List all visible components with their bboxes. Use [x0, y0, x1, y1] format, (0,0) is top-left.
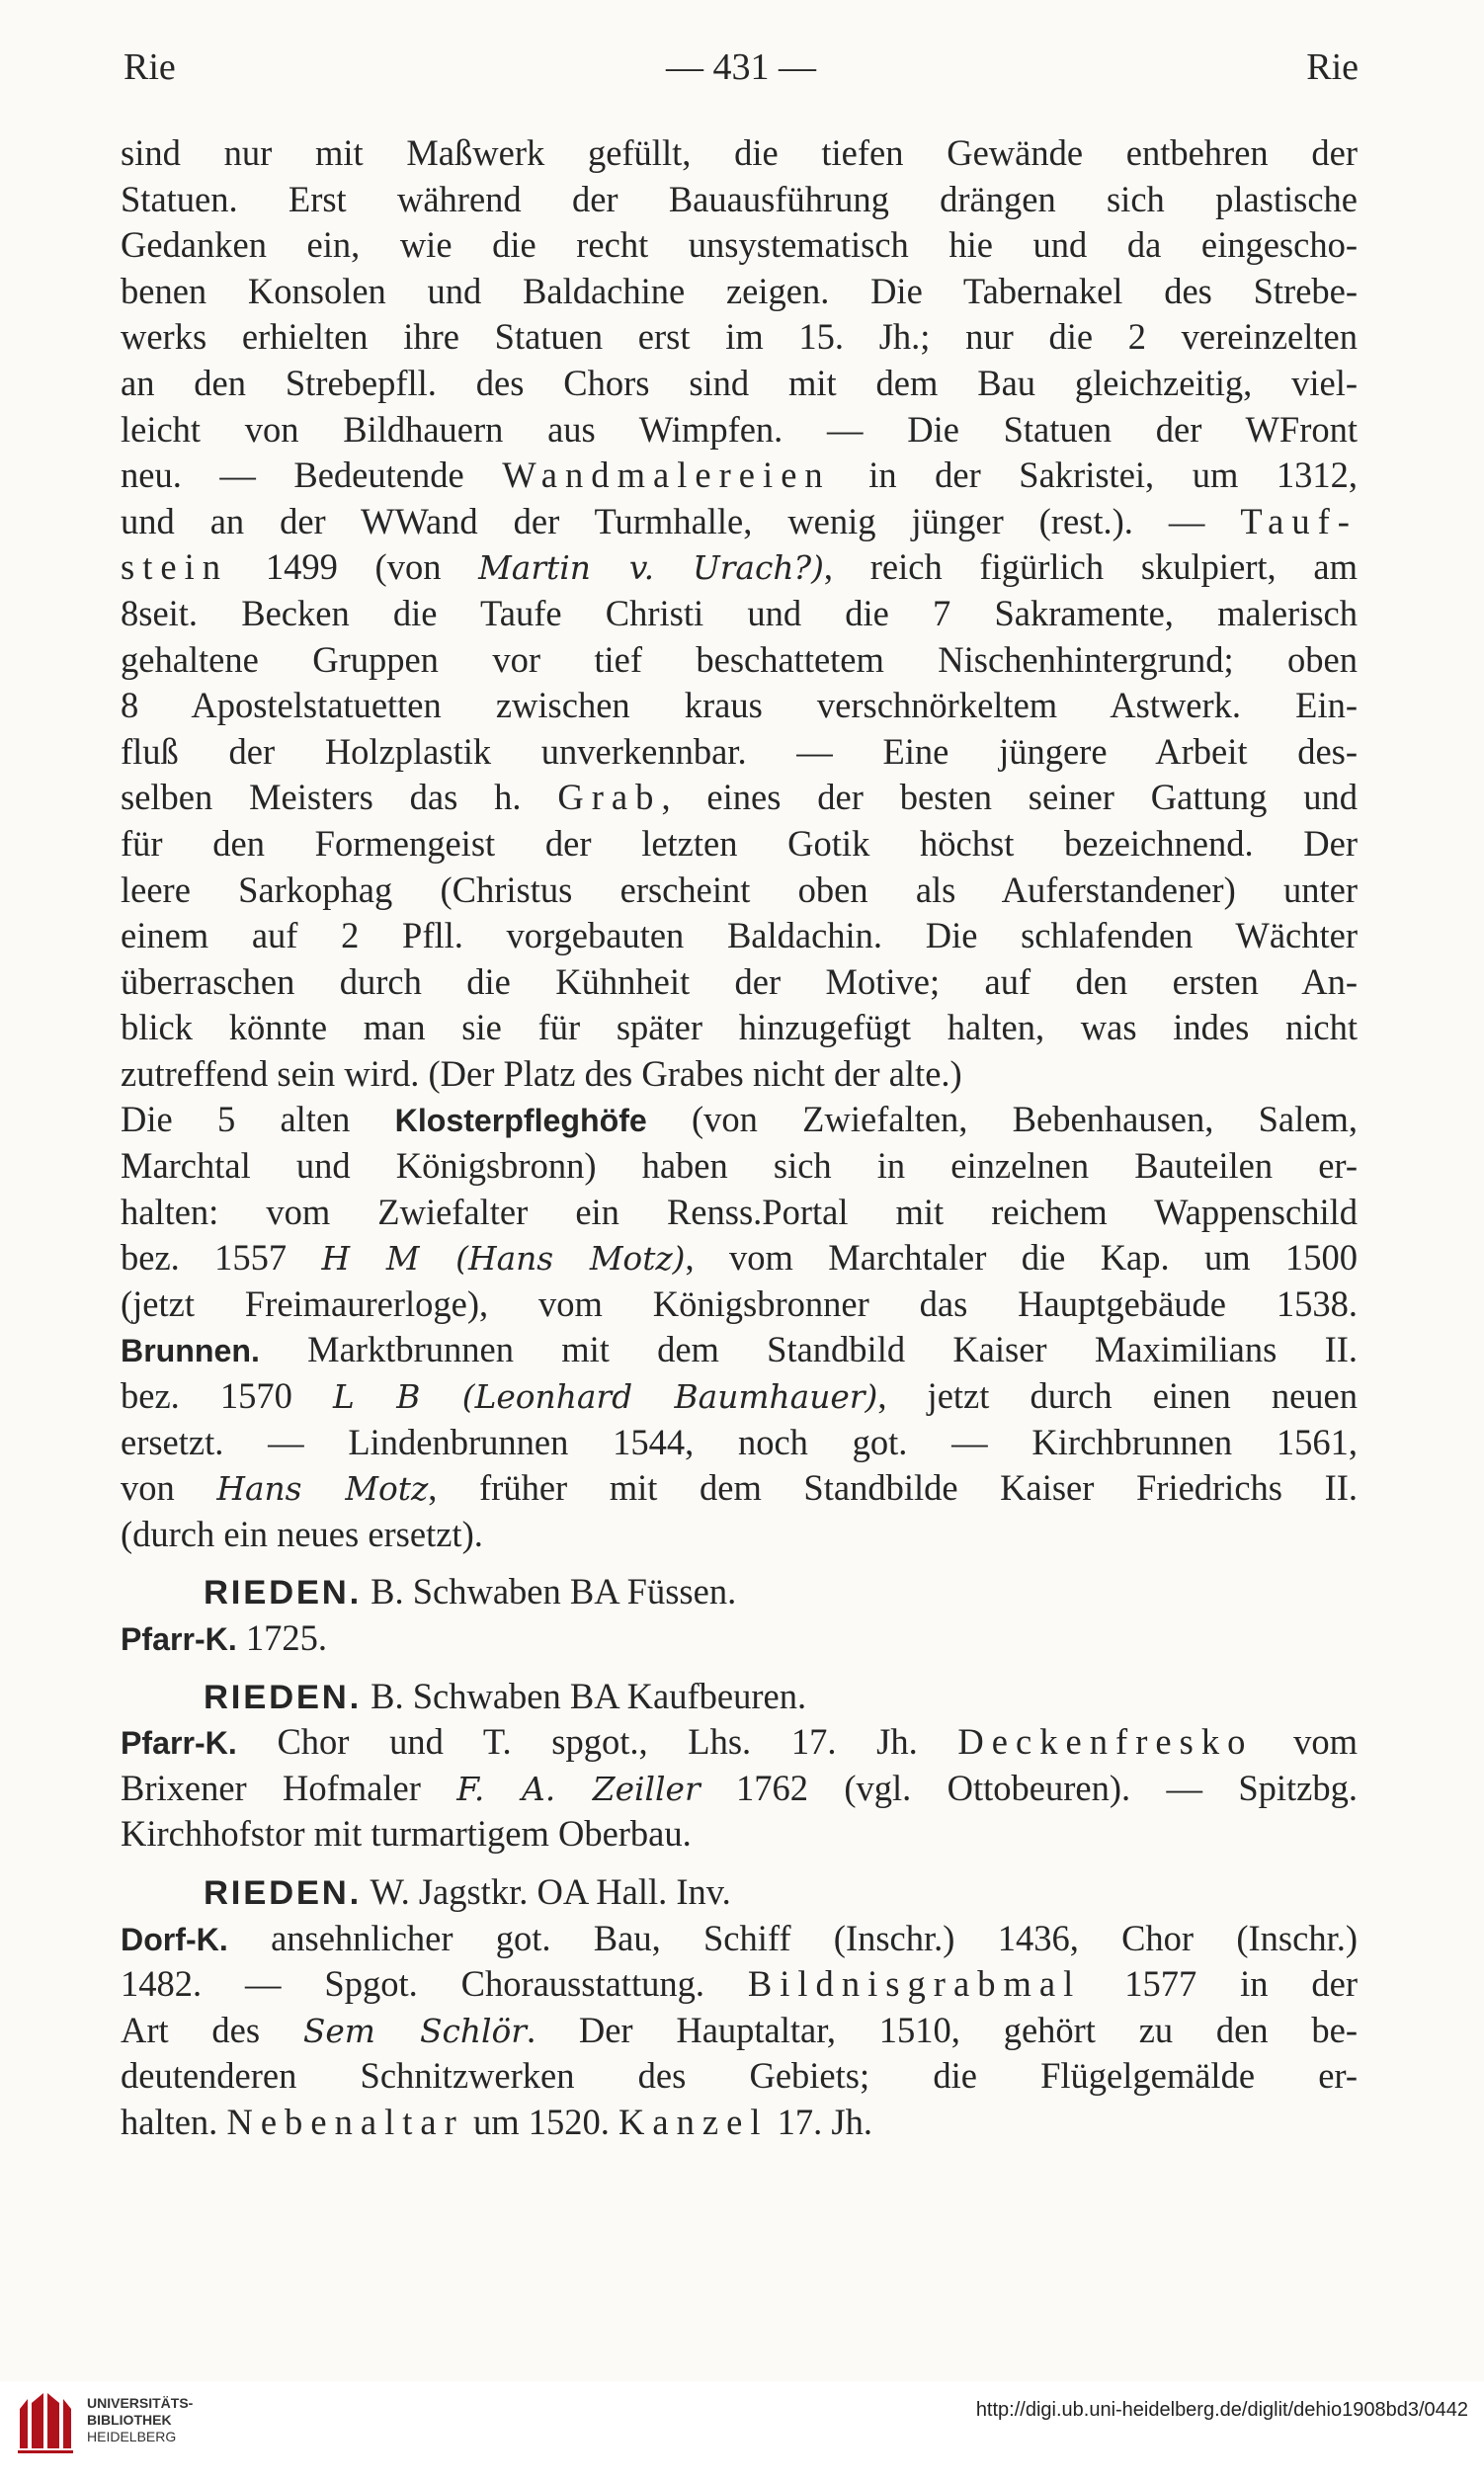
text-run: 1762 (vgl. Ottobeuren). — Spitzbg.: [700, 1767, 1358, 1808]
text-line: Statuen. Erst während der Bauausführung drängen sich plastische: [121, 178, 1358, 219]
text-run: (von Zwiefalten, Bebenhausen, Salem,: [646, 1099, 1358, 1140]
text-line: [121, 1719, 1358, 1766]
place-name: RIEDEN.: [204, 1873, 362, 1912]
text-line: gehaltene Gruppen vor tief beschattetem Nischenhintergrund; oben: [121, 638, 1358, 680]
text-line: Gedanken ein, wie die recht unsystematisch hie und da eingescho-: [121, 224, 1358, 266]
entry-gap: [121, 1557, 1358, 1569]
library-name: [87, 2395, 193, 2445]
text-run: bez. 1557: [121, 1237, 322, 1279]
artist-name: F. A. Zeiller: [456, 1770, 701, 1808]
text-line: überraschen durch die Kühnheit der Motive; auf den ersten An-: [121, 960, 1358, 1002]
text-run: Art des: [121, 2009, 303, 2050]
text-line: [121, 1327, 1358, 1373]
text-line: Kirchhofstor mit turmartigem Oberbau.: [121, 1813, 692, 1855]
text-line: [121, 775, 1358, 821]
spaced-term: Grab: [557, 777, 662, 818]
spaced-term: Nebenaltar: [226, 2101, 464, 2142]
text-line: benen Konsolen und Baldachine zeigen. Die Tabernakel des Strebe-: [121, 270, 1358, 311]
text-line: deutenderen Schnitzwerken des Gebiets; die Flügelgemälde er-: [121, 2055, 1358, 2097]
source-url-link[interactable]: http://digi.ub.uni-heidelberg.de/diglit/dehio1908bd3/0442: [975, 2399, 1468, 2421]
text-run: vom: [1253, 1721, 1358, 1763]
running-head-left: Rie: [124, 46, 176, 88]
text-run: selben Meisters das h.: [121, 777, 558, 818]
text-line: [121, 544, 1358, 591]
text-run: 17. Jh.: [768, 2101, 873, 2142]
text-run: , reich figürlich skulpiert, am: [823, 546, 1358, 588]
text-line: [121, 453, 1358, 499]
place-name: RIEDEN.: [204, 1678, 362, 1716]
text-line: leicht von Bildhauern aus Wimpfen. — Die Statuen der WFront: [121, 408, 1358, 450]
text-line: [121, 1916, 1358, 1962]
text-run: ansehnlicher got. Bau, Schiff (Inschr.) 1436, Chor (Inschr.): [227, 1917, 1358, 1958]
text-run: 1725.: [236, 1617, 328, 1658]
text-run: B. Schwaben BA Füssen.: [362, 1571, 737, 1613]
library-name-line: HEIDELBERG: [87, 2429, 177, 2444]
text-line: einem auf 2 Pfll. vorgebauten Baldachin. Die schlafenden Wächter: [121, 915, 1358, 956]
text-line: halten: vom Zwiefalter ein Renss.Portal mit reichem Wappenschild: [121, 1191, 1358, 1232]
spaced-term: Wandmalereien: [502, 455, 831, 496]
text-run: , früher mit dem Standbilde Kaiser Friedrichs II.: [428, 1467, 1358, 1509]
entry-gap: [121, 1858, 1358, 1869]
text-run: in der Sakristei, um 1312,: [830, 455, 1358, 496]
text-line: werks erhielten ihre Statuen erst im 15. Jh.; nur die 2 vereinzelten: [121, 316, 1358, 358]
spaced-term: Kanzel: [618, 2101, 769, 2142]
text-line: (jetzt Freimaurerloge), vom Königsbronner das Hauptgebäude 1538.: [121, 1282, 1358, 1324]
text-run: 1499 (von: [228, 546, 479, 588]
text-line: fluß der Holzplastik unverkennbar. — Eine jüngere Arbeit des-: [121, 730, 1358, 772]
text-run: W. Jagstkr. OA Hall. Inv.: [362, 1870, 731, 1912]
artist-name: H M (Hans Motz): [321, 1240, 686, 1279]
text-line: [121, 1766, 1358, 1812]
text-run: um 1520.: [463, 2101, 618, 2142]
spaced-term: Tauf-: [1240, 500, 1358, 541]
text-line: [121, 1235, 1358, 1282]
text-run: 1577 in der: [1081, 1963, 1358, 2005]
entry-gap: [121, 1662, 1358, 1674]
spaced-term: Bildnisgrabmal: [747, 1963, 1082, 2005]
entry-heading: [121, 1674, 1358, 1720]
text-run: 1482. — Spgot. Chorausstattung.: [121, 1963, 748, 2005]
text-run: neu. — Bedeutende: [121, 455, 503, 496]
artist-name: Sem Schlör: [302, 2012, 527, 2050]
text-run: von: [121, 1467, 217, 1509]
text-line: an den Strebepfll. des Chors sind mit dem Bau gleichzeitig, viel-: [121, 362, 1358, 403]
text-line: [121, 1373, 1358, 1420]
text-line: blick könnte man sie für später hinzugefügt halten, was indes nicht: [121, 1007, 1358, 1048]
section-heading: Klosterpfleghöfe: [394, 1103, 647, 1139]
text-line: [121, 1465, 1358, 1512]
text-run: bez. 1570: [121, 1375, 333, 1417]
text-line: 8seit. Becken die Taufe Christi und die 7 Sakramente, malerisch: [121, 592, 1358, 633]
text-line: ersetzt. — Lindenbrunnen 1544, noch got. — Kirchbrunnen 1561,: [121, 1421, 1358, 1462]
text-line: [121, 499, 1358, 545]
text-line: zutreffend sein wird. (Der Platz des Grabes nicht der alte.): [121, 1052, 962, 1094]
page-number: — 431 —: [666, 46, 816, 88]
text-line: [121, 1961, 1358, 2008]
text-line: [121, 1615, 1358, 1662]
running-head: [124, 38, 1359, 97]
university-library-logo-icon: [14, 2389, 79, 2454]
entry-heading: [121, 1569, 1358, 1615]
text-line: [121, 2008, 1358, 2054]
text-run: , vom Marchtaler die Kap. um 1500: [685, 1237, 1359, 1279]
artist-name: Martin v. Urach?): [478, 549, 824, 588]
entry-heading: [121, 1869, 1358, 1916]
text-run: B. Schwaben BA Kaufbeuren.: [362, 1675, 807, 1716]
text-line: [121, 1097, 1358, 1143]
text-run: . Der Hauptaltar, 1510, gehört zu den be-: [526, 2009, 1359, 2050]
text-run: Chor und T. spgot., Lhs. 17. Jh.: [236, 1721, 958, 1763]
text-line: leere Sarkophag (Christus erscheint oben als Auferstandener) unter: [121, 868, 1358, 910]
text-run: Die 5 alten: [121, 1099, 395, 1140]
artist-name: L B (Leonhard Baumhauer): [333, 1378, 878, 1417]
text-run: und an der WWand der Turmhalle, wenig jünger (rest.). —: [121, 500, 1241, 541]
library-name-line: BIBLIOTHEK: [87, 2412, 172, 2428]
text-run: halten.: [121, 2101, 227, 2142]
text-line: Marchtal und Königsbronn) haben sich in einzelnen Bauteilen er-: [121, 1145, 1358, 1187]
text-line: [121, 2100, 1358, 2146]
section-heading: Dorf-K.: [121, 1921, 228, 1957]
section-heading: Pfarr-K.: [121, 1725, 237, 1762]
place-name: RIEDEN.: [204, 1574, 362, 1613]
page-body: [121, 130, 1358, 2146]
text-line: (durch ein neues ersetzt).: [121, 1513, 483, 1554]
spaced-term: stein: [121, 546, 229, 588]
text-run: , eines der besten seiner Gattung und: [661, 777, 1358, 818]
digitization-footer: [0, 2381, 1484, 2481]
artist-name: Hans Motz: [216, 1470, 429, 1509]
text-line: 8 Apostelstatuetten zwischen kraus verschnörkeltem Astwerk. Ein-: [121, 685, 1358, 726]
running-head-right: Rie: [1306, 46, 1359, 88]
text-run: Marktbrunnen mit dem Standbild Kaiser Maximilians II.: [259, 1329, 1358, 1370]
text-line: für den Formengeist der letzten Gotik höchst bezeichnend. Der: [121, 822, 1358, 864]
spaced-term: Deckenfresko: [957, 1721, 1254, 1763]
section-heading: Brunnen.: [121, 1333, 260, 1369]
text-run: Brixener Hofmaler: [121, 1767, 457, 1808]
text-run: , jetzt durch einen neuen: [877, 1375, 1358, 1417]
library-name-line: UNIVERSITÄTS-: [87, 2395, 194, 2411]
text-line: sind nur mit Maßwerk gefüllt, die tiefen Gewände entbehren der: [121, 132, 1358, 173]
section-heading: Pfarr-K.: [121, 1621, 237, 1657]
